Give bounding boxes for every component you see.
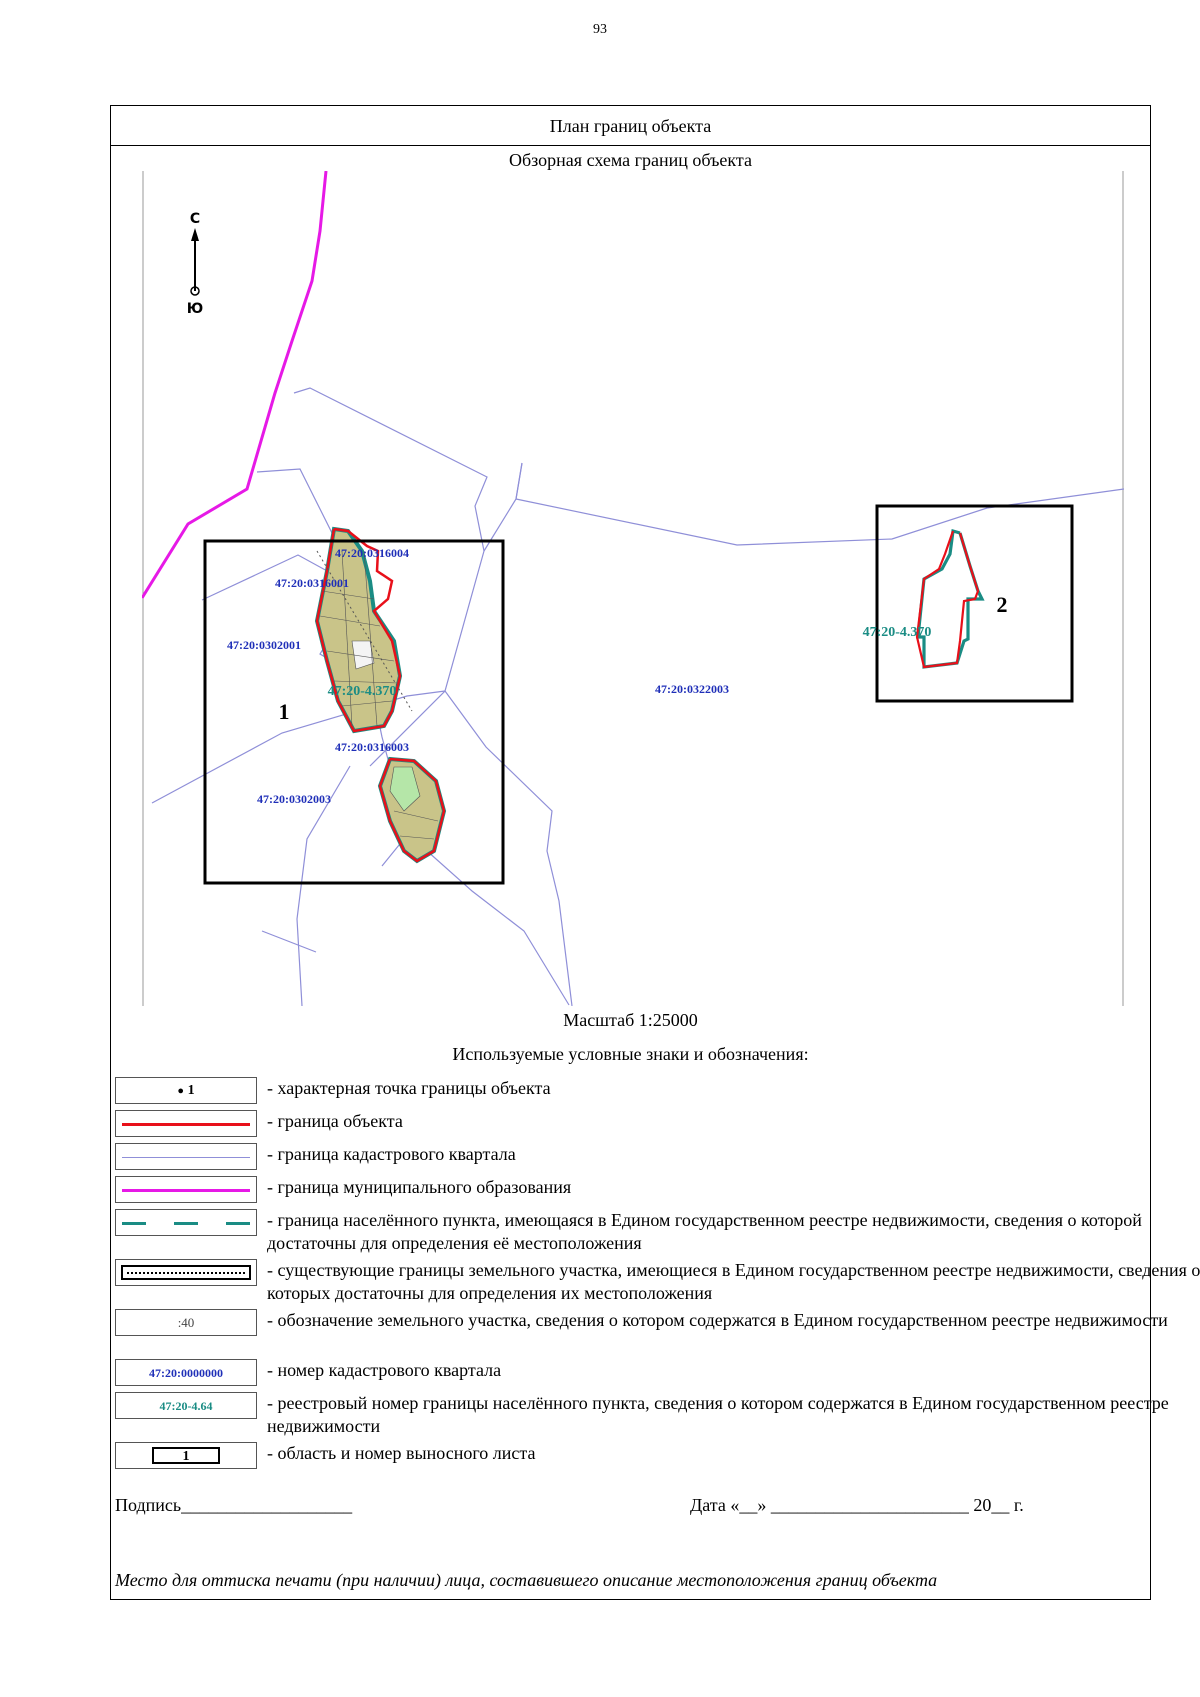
overview-map [142,171,1124,1006]
land-plot-designation-icon [115,1309,257,1336]
legend-title: Используемые условные знаки и обозначения: [452,1044,809,1064]
quarter-number-sample: 47:20:0000000 [149,1366,223,1380]
legend-text: - реестровый номер границы населённого пункта, сведения о котором содержатся в Едином государственном реестре недвижимости [267,1393,1169,1436]
settlement-area-2 [917,531,982,667]
north-arrow [187,211,203,317]
cadastral-quarter-boundaries [152,388,1124,1006]
legend-text: - граница объекта [267,1111,403,1131]
page-title: План границ объекта [111,106,1150,146]
cadastral-quarter-line-icon [115,1143,257,1170]
quarter-label: 47:20:0316004 [335,546,409,560]
legend-text: - граница населённого пункта, имеющаяся в Едином государственном реестре недвижимости, сведения о которой достаточны для определения её местоположения [267,1210,1142,1253]
settlement-label-2: 47:20-4.370 [862,625,932,640]
scale-label: Масштаб 1:25000 [563,1010,698,1030]
quarter-boundary [262,931,316,952]
settlement-boundary-dashed-line-icon [115,1209,257,1236]
legend-text: - характерная точка границы объекта [267,1078,551,1098]
schema-title: Обзорная схема границ объекта [509,150,752,170]
inset-sheet-sample: 1 [152,1447,220,1464]
legend-text: - обозначение земельного участка, сведения о котором содержатся в Едином государственном реестре недвижимости [267,1310,1168,1330]
municipal-boundary-line-icon [115,1176,257,1203]
legend-text: - существующие границы земельного участка, имеющиеся в Едином государственном реестре недвижимости, сведения о которых достаточны для определения их местоположения [267,1260,1200,1303]
sheet-number-2: 2 [996,592,1008,617]
legend-text: - граница кадастрового квартала [267,1144,516,1164]
quarter-boundary [408,834,569,1005]
object-boundary-line-icon [115,1110,257,1137]
quarter-label: 47:20:0316001 [275,576,349,590]
legend-text: - область и номер выносного листа [267,1443,536,1463]
cadastral-quarter-number-icon [115,1359,257,1386]
legend-text: - граница муниципального образования [267,1177,572,1197]
quarter-boundary [516,463,522,499]
land-plot-boundary-dotted-icon [115,1259,257,1286]
point-dot: ● [177,1085,185,1097]
point-number: 1 [187,1083,195,1098]
quarter-label: 47:20:0302001 [227,638,301,652]
quarter-labels [227,546,729,806]
quarter-boundary [516,489,1124,545]
inset-sheet-frame-2 [877,506,1072,701]
signature-field: Подпись___________________ [115,1495,353,1515]
settlement-registry-number-icon [115,1392,257,1419]
stamp-note: Место для оттиска печати (при наличии) лица, составившего описание местоположения границ объекта [115,1570,938,1590]
sheet-number-1: 1 [278,699,290,724]
settlement-label-1: 47:20-4.370 [327,684,397,699]
date-field: Дата «__» ______________________ 20__ г. [690,1495,1024,1515]
boundary-point-icon [115,1077,257,1104]
quarter-label: 47:20:0316003 [335,740,409,754]
quarter-boundary [484,463,522,551]
north-letter: С [189,211,201,227]
municipal-boundary [142,171,326,598]
south-letter: Ю [186,301,204,317]
quarter-label: 47:20:0322003 [655,682,729,696]
land-plot-sample: :40 [177,1315,195,1330]
registry-number-sample: 47:20-4.64 [159,1399,213,1413]
legend-text: - номер кадастрового квартала [267,1360,502,1380]
quarter-label: 47:20:0302003 [257,792,331,806]
page-number: 93 [593,22,607,37]
north-arrow-head [191,228,199,241]
inset-sheet-area-icon [115,1442,257,1469]
quarter-boundary [445,691,572,1006]
